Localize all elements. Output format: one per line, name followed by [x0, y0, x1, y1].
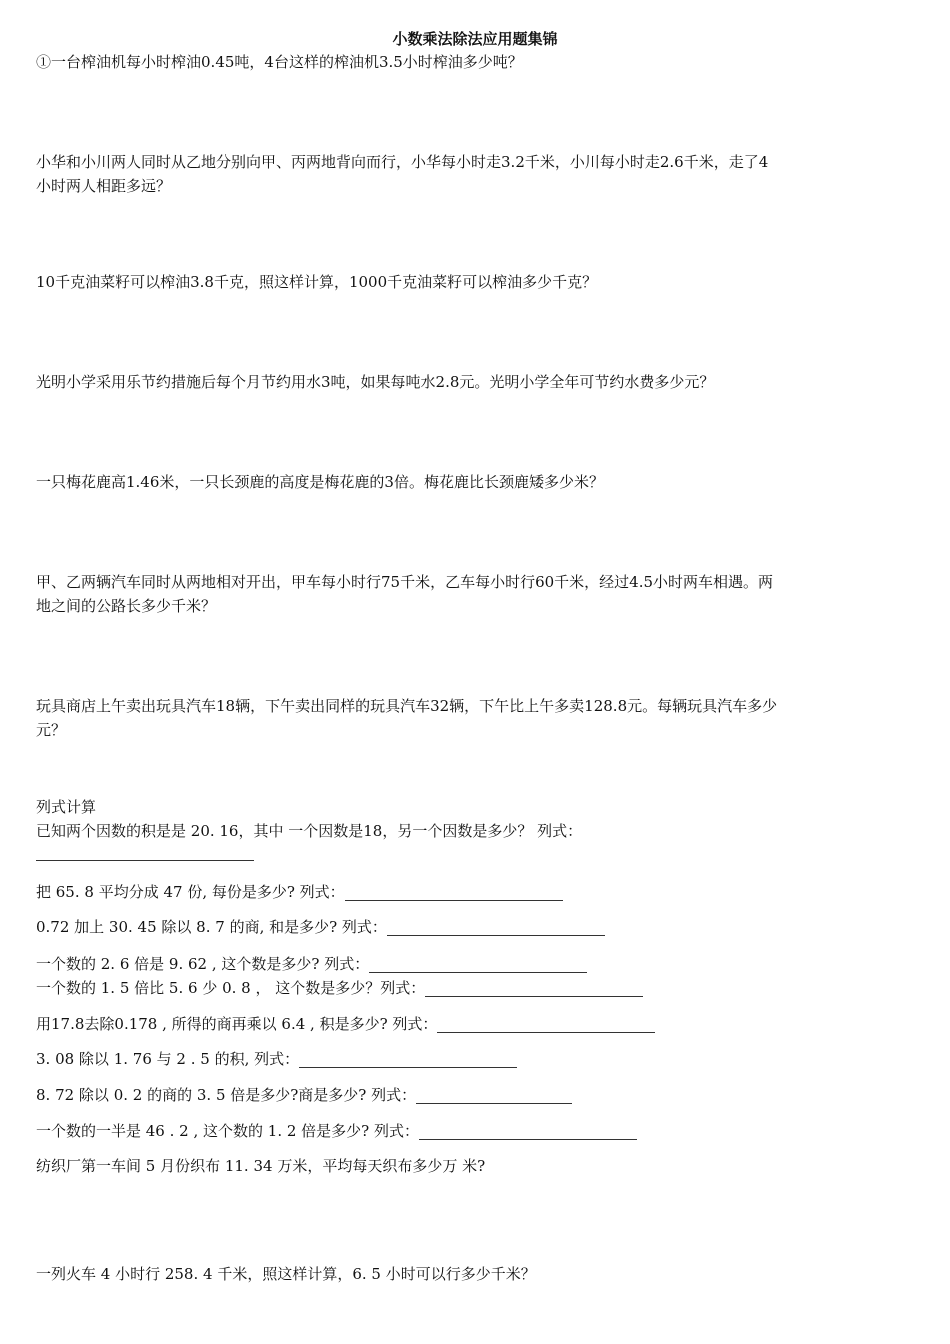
problem-2-line-2: 小时两人相距多远？: [36, 177, 172, 195]
calc-item: 一列火车 4 小时行 258. 4 千米，照这样计算，6. 5 小时可以行多少千米？: [36, 1265, 536, 1283]
answer-blank[interactable]: [425, 980, 643, 997]
calc-item-text: 把 65. 8 平均分成 47 份, 每份是多少? 列式：: [36, 883, 345, 901]
calc-item-text: 一个数的 1. 5 倍比 5. 6 少 0. 8 ， 这个数是多少？列式：: [36, 979, 426, 997]
calc-item: 纺织厂第一车间 5 月份织布 11. 34 万米，平均每天织布多少万 米?: [36, 1157, 486, 1175]
answer-blank[interactable]: [437, 1016, 655, 1033]
problem-4: 光明小学采用乐节约措施后每个月节约用水3吨，如果每吨水2.8元。光明小学全年可节约水费多少元？: [36, 373, 715, 391]
calc-item-text: 一个数的一半是 46 . 2 , 这个数的 1. 2 倍是多少? 列式：: [36, 1122, 419, 1140]
calc-item-text: 已知两个因数的积是是 20. 16，其中 一个因数是18，另一个因数是多少？ 列式：: [36, 822, 583, 840]
calc-item-text: 用17.8去除0.178 , 所得的商再乘以 6.4 , 积是多少? 列式：: [36, 1015, 438, 1033]
calc-item: [36, 976, 916, 1000]
calc-item-text: 0.72 加上 30. 45 除以 8. 7 的商, 和是多少? 列式：: [36, 918, 387, 936]
problem-7-line-2: 元？: [36, 721, 67, 739]
page-title: 小数乘法除法应用题集锦: [392, 30, 558, 48]
calc-item-text: 一个数的 2. 6 倍是 9. 62 , 这个数是多少? 列式：: [36, 955, 370, 973]
answer-blank[interactable]: [416, 1087, 572, 1104]
answer-blank[interactable]: [36, 860, 254, 861]
calc-item-text: 3. 08 除以 1. 76 与 2 . 5 的积, 列式：: [36, 1050, 300, 1068]
answer-blank[interactable]: [345, 884, 563, 901]
answer-blank[interactable]: [299, 1051, 517, 1068]
calc-item: [36, 952, 916, 976]
section-heading: 列式计算: [36, 798, 97, 816]
calc-item: [36, 819, 916, 843]
problem-1: ①一台榨油机每小时榨油0.45吨，4台这样的榨油机3.5小时榨油多少吨？: [36, 53, 523, 71]
problem-6-line-1: 甲、乙两辆汽车同时从两地相对开出，甲车每小时行75千米，乙车每小时行60千米，经过4.5小时两车相遇。两: [36, 573, 774, 591]
calc-item-text: 8. 72 除以 0. 2 的商的 3. 5 倍是多少?商是多少? 列式：: [36, 1086, 417, 1104]
calc-item: [36, 1083, 916, 1107]
answer-blank[interactable]: [387, 919, 605, 936]
calc-item: [36, 1012, 916, 1036]
problem-7-line-1: 玩具商店上午卖出玩具汽车18辆，下午卖出同样的玩具汽车32辆，下午比上午多卖128.8元。每辆玩具汽车多少: [36, 697, 778, 715]
problem-5: 一只梅花鹿高1.46米，一只长颈鹿的高度是梅花鹿的3倍。梅花鹿比长颈鹿矮多少米？: [36, 473, 604, 491]
calc-item: [36, 915, 916, 939]
problem-2-line-1: 小华和小川两人同时从乙地分别向甲、丙两地背向而行，小华每小时走3.2千米，小川每小时走2.6千米，走了4: [36, 153, 769, 171]
calc-item: [36, 1047, 916, 1071]
calc-item: [36, 1119, 916, 1143]
problem-6-line-2: 地之间的公路长多少千米？: [36, 597, 217, 615]
problem-3: 10千克油菜籽可以榨油3.8千克，照这样计算，1000千克油菜籽可以榨油多少千克？: [36, 273, 598, 291]
answer-blank[interactable]: [419, 1123, 637, 1140]
answer-blank[interactable]: [369, 956, 587, 973]
calc-item: [36, 880, 916, 904]
